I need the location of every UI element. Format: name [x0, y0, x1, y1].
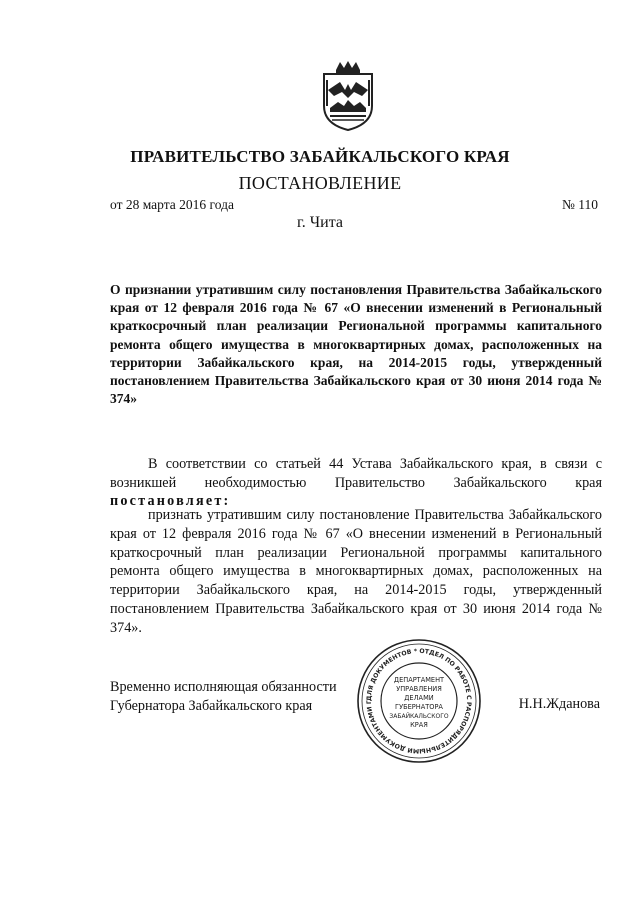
resolution-paragraph: признать утратившим силу постановление Правительства Забайкальского края от 12 февраля 2016 года № 67 «О внесении изменений в Региональный краткосрочный план реализации Региональной программы капитального ремонта общего имущества в многоквартирных домах, расположенных на территории Забайкальского края, на 2014-2015 годы, утвержденный постановлением Правительства Забайкальского края от 30 июня 2014 года № 374». [110, 507, 602, 636]
official-seal [355, 637, 483, 765]
preamble-paragraph [110, 455, 602, 511]
document-subject: О признании утратившим силу постановления Правительства Забайкальского края от 12 февраля 2016 года № 67 «О внесении изменений в Региональный краткосрочный план реализации Региональной программы капитального ремонта общего имущества в многоквартирных домах, расположенных на территории Забайкальского края, на 2014-2015 годы, утвержденный постановлением Правительства Забайкальского края от 30 июня 2014 года № 374» [110, 282, 602, 407]
signer-position [110, 678, 337, 715]
seal-center-line-5: ЗАБАЙКАЛЬСКОГО [389, 713, 449, 720]
seal-ring-text: ДЛЯ ДОКУМЕНТОВ * ОТДЕЛ ПО РАБОТЕ С РАСПОРЯДИТЕЛЬНЫМИ ДОКУМЕНТАМИ Г [365, 647, 473, 755]
preamble-text: В соответствии со статьей 44 Устава Забайкальского края, в связи с возникшей необходимостью Правительство Забайкальского края [110, 456, 602, 491]
signer-position-line1: Временно исполняющая обязанности [110, 679, 337, 695]
document-date: от 28 марта 2016 года [110, 197, 234, 212]
seal-center-line-4: ГУБЕРНАТОРА [395, 703, 443, 711]
signer-name: Н.Н.Жданова [518, 696, 600, 712]
seal-center-line-2: УПРАВЛЕНИЯ [396, 685, 442, 693]
seal-center-line-1: ДЕПАРТАМЕНТ [393, 676, 445, 684]
coat-of-arms-emblem [318, 60, 378, 132]
preamble-verb: постановляет: [110, 493, 231, 509]
document-number: № 110 [561, 197, 598, 212]
seal-graphic [355, 637, 483, 765]
document-city: г. Чита [296, 214, 343, 231]
seal-center-line-3: ДЕЛАМИ [404, 694, 434, 702]
document-type: ПОСТАНОВЛЕНИЕ [238, 173, 402, 193]
organization-title: ПРАВИТЕЛЬСТВО ЗАБАЙКАЛЬСКОГО КРАЯ [130, 147, 510, 166]
seal-center-line-6: КРАЯ [410, 721, 428, 729]
signer-position-line2: Губернатора Забайкальского края [110, 697, 313, 714]
